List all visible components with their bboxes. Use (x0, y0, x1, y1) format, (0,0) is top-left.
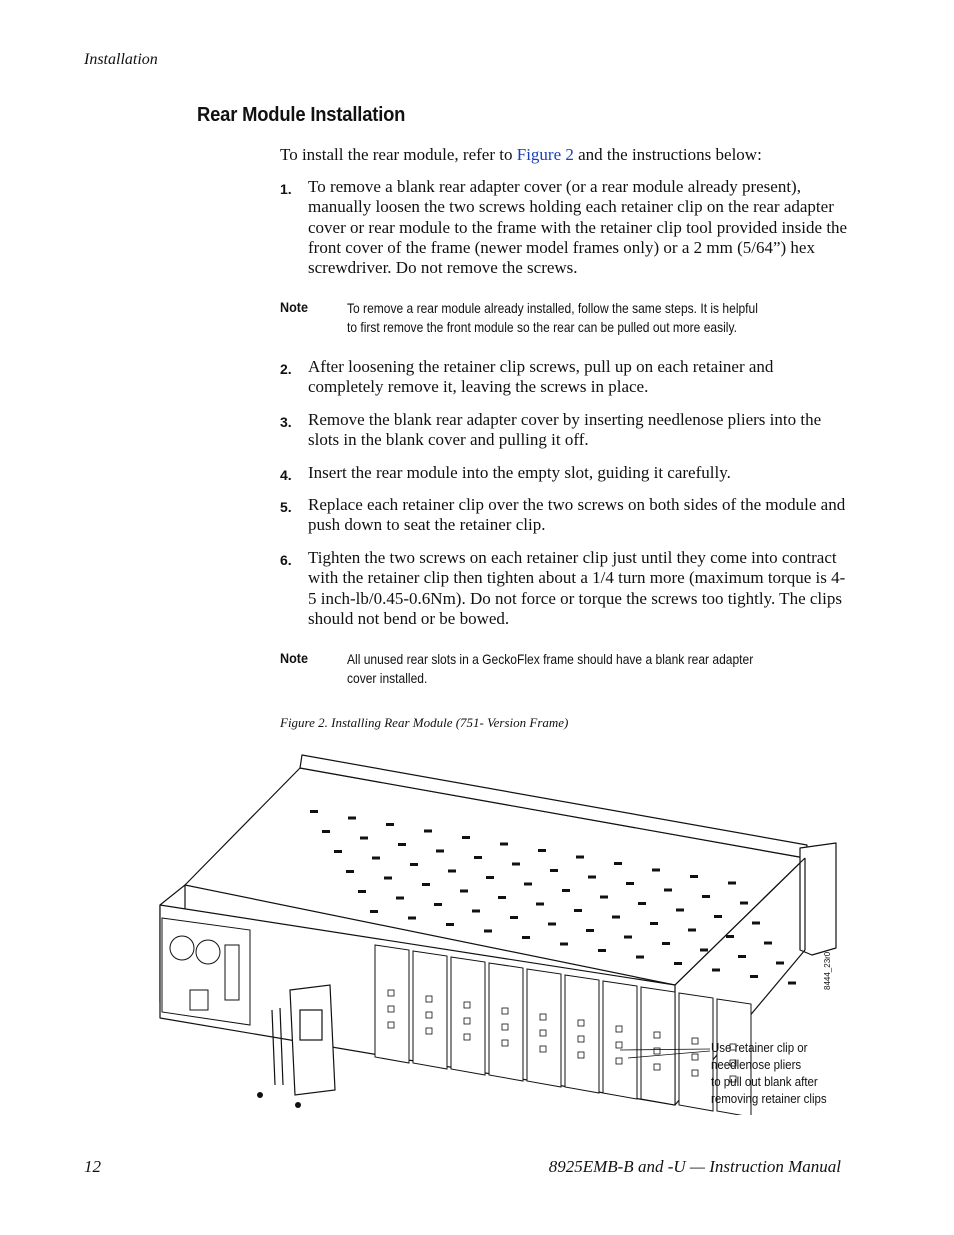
vent-slot (360, 837, 368, 840)
callout-line: removing retainer clips (711, 1092, 827, 1106)
rear-slot-cover (489, 963, 523, 1081)
vent-slot (776, 962, 784, 965)
vent-slot (536, 903, 544, 906)
vent-slot (386, 823, 394, 826)
step-number: 2. (280, 361, 292, 377)
vent-slot (612, 916, 620, 919)
note-text: To remove a rear module already installed, follow the same steps. It is helpful to first remove the front module so the rear can be pulled out more easily. (347, 300, 758, 335)
vent-slot (334, 850, 342, 853)
vent-slot (562, 889, 570, 892)
step-text: Tighten the two screws on each retainer clip just until they come into contract with the retainer clip then tighten about a 1/4 turn more (maximum torque is 4-5 inch-lb/0.45-0.6Nm). Do not force or torque the screws too tightly. The clips should not bend or be bowed. (308, 548, 846, 628)
note-text: All unused rear slots in a GeckoFlex frame should have a blank rear adapter cover installed. (347, 651, 754, 686)
manual-title: 8925EMB-B and -U — Instruction Manual (548, 1157, 841, 1176)
note-label: Note (280, 650, 309, 666)
vent-slot (574, 909, 582, 912)
callout-line: needlenose pliers (711, 1058, 802, 1072)
vent-slot (358, 890, 366, 893)
note-1 (280, 299, 840, 337)
vent-slot (714, 915, 722, 918)
vent-slot (500, 843, 508, 846)
running-header: Installation (84, 51, 158, 68)
vent-slot (448, 870, 456, 873)
vent-slot (690, 875, 698, 878)
vent-slot (510, 916, 518, 919)
step-number: 3. (280, 414, 292, 430)
vent-slot (310, 810, 318, 813)
step-5 (280, 495, 850, 536)
vent-slot (638, 902, 646, 905)
vent-slot (636, 956, 644, 959)
vent-slot (524, 883, 532, 886)
step-1 (280, 177, 850, 278)
vent-slot (370, 910, 378, 913)
vent-slot (434, 903, 442, 906)
intro-text-before: To install the rear module, refer to (280, 145, 517, 164)
vent-slot (462, 836, 470, 839)
vent-slot (498, 896, 506, 899)
figure-identifier: 8444_23r0 (823, 951, 832, 990)
rear-slot-cover (641, 987, 675, 1105)
vent-slot (676, 909, 684, 912)
vent-slot (550, 869, 558, 872)
vent-slot (474, 856, 482, 859)
vent-slot (738, 955, 746, 958)
step-text: After loosening the retainer clip screws, pull up on each retainer and completely remove it, leaving the screws in place. (308, 357, 774, 397)
step-4 (280, 463, 850, 485)
vent-slot (688, 929, 696, 932)
step-number: 4. (280, 467, 292, 483)
vent-slot (674, 962, 682, 965)
vent-slot (728, 882, 736, 885)
vent-slot (726, 935, 734, 938)
vent-slot (650, 922, 658, 925)
step-text: To remove a blank rear adapter cover (or a rear module already present), manually loosen the two screws holding each retainer clip on the rear adapter cover or rear module to the frame with the retainer clip tool provided inside the front cover of the frame (newer model frames only) or a 2 mm (5/64”) hex screwdriver. Do not remove the screws. (308, 177, 848, 278)
step-number: 6. (280, 552, 292, 568)
vent-slot (460, 890, 468, 893)
vent-slot (598, 949, 606, 952)
vent-slot (372, 857, 380, 860)
vent-slot (436, 850, 444, 853)
note-2 (280, 650, 840, 688)
vent-slot (322, 830, 330, 833)
vent-slot (538, 849, 546, 852)
page-number: 12 (84, 1157, 101, 1176)
intro-paragraph (280, 145, 762, 165)
vent-slot (652, 869, 660, 872)
vent-slot (484, 930, 492, 933)
figure-callout (711, 1040, 837, 1108)
vent-slot (626, 882, 634, 885)
vent-slot (346, 870, 354, 873)
vent-slot (576, 856, 584, 859)
vent-slot (700, 949, 708, 952)
vent-slot (396, 897, 404, 900)
vent-slot (424, 830, 432, 833)
vent-slot (410, 863, 418, 866)
vent-slot (446, 923, 454, 926)
vent-slot (486, 876, 494, 879)
vent-slot (512, 863, 520, 866)
step-text: Insert the rear module into the empty slot, guiding it carefully. (308, 463, 731, 482)
vent-slot (664, 889, 672, 892)
step-text: Remove the blank rear adapter cover by inserting needlenose pliers into the slots in the blank cover and pulling it off. (308, 410, 822, 450)
callout-line: Use retainer clip or (711, 1041, 808, 1055)
vent-slot (588, 876, 596, 879)
vent-slot (788, 982, 796, 985)
vent-slot (548, 923, 556, 926)
figure-caption: Figure 2. Installing Rear Module (751- Version Frame) (280, 715, 569, 730)
figure-2-link[interactable]: Figure 2 (516, 145, 574, 164)
rear-slot-cover (451, 957, 485, 1075)
vent-slot (702, 895, 710, 898)
vent-slot (662, 942, 670, 945)
vent-slot (764, 942, 772, 945)
step-text: Replace each retainer clip over the two screws on both sides of the module and push down to seat the retainer clip. (308, 495, 846, 535)
vent-slot (560, 943, 568, 946)
intro-text-after: and the instructions below: (573, 145, 762, 164)
rear-slot-cover (603, 981, 637, 1099)
vent-slot (398, 843, 406, 846)
vent-slot (422, 883, 430, 886)
vent-slot (472, 910, 480, 913)
step-number: 5. (280, 499, 292, 515)
vent-slot (600, 896, 608, 899)
step-3 (280, 410, 850, 451)
vent-slot (384, 877, 392, 880)
vent-slot (750, 975, 758, 978)
step-6 (280, 548, 850, 629)
vent-slot (348, 817, 356, 820)
vent-slot (740, 902, 748, 905)
vent-slot (614, 862, 622, 865)
step-number: 1. (280, 181, 292, 197)
vent-slot (752, 922, 760, 925)
rear-slot-cover (413, 951, 447, 1069)
rear-slot-cover (375, 945, 409, 1063)
callout-line: to pull out blank after (711, 1075, 818, 1089)
rear-slot-cover (565, 975, 599, 1093)
rear-slot-cover (527, 969, 561, 1087)
section-heading: Rear Module Installation (197, 104, 406, 126)
vent-slot (522, 936, 530, 939)
note-label: Note (280, 299, 309, 315)
vent-slot (712, 969, 720, 972)
vent-slot (586, 929, 594, 932)
step-2 (280, 357, 850, 398)
vent-slot (624, 936, 632, 939)
vent-slot (408, 917, 416, 920)
